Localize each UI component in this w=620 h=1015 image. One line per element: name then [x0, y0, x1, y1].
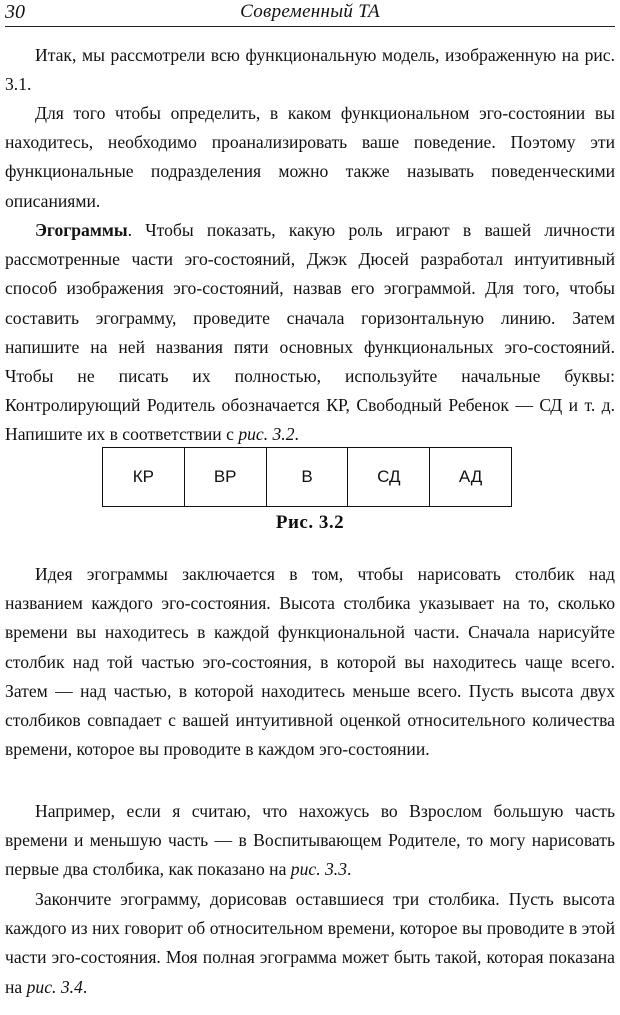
figure-reference: рис. 3.3	[290, 859, 347, 880]
paragraph-3: Эгограммы. Чтобы показать, какую роль играют в вашей личности рассмотренные части эго-состояний, Джэк Дюсей разработал интуитивный способ изображения эго-состояний, назвав его эгограммой. Для того, чтобы составить эгограмму, проведите сначала горизонтальную линию. Затем напишите на ней названия пяти основных функциональных эго-состояний. Чтобы не писать их полностью, используйте начальные буквы: Контролирующий Родитель обозначается КР, Свободный Ребенок — СД и т. д. Напишите их в соответствии с рис. 3.2.	[5, 220, 615, 445]
ego-state-cell: ВР	[185, 448, 267, 506]
paragraph-1: Итак, мы рассмотрели всю функциональную модель, изображенную на рис. 3.1.	[5, 45, 615, 95]
figure-reference: рис. 3.2	[238, 424, 295, 445]
paragraph-5: Например, если я считаю, что нахожусь во Взрослом большую часть времени и меньшую часть — в Воспитывающем Родителе, то могу нарисовать первые два столбика, как показано на рис. 3.3.	[5, 801, 615, 880]
paragraph-6: Закончите эгограмму, дорисовав оставшиеся три столбика. Пусть высота каждого из них говорит об относительном времени, которое вы проводите в этой части эго-состояния. Моя полная эгограмма может быть такой, которая показана на рис. 3.4.	[5, 889, 615, 997]
ego-state-cell: АД	[458, 467, 483, 486]
egogram-baseline-figure	[102, 447, 512, 507]
paragraph-2: Для того чтобы определить, в каком функциональном эго-состоянии вы находитесь, необходимо проанализировать ваше поведение. Поэтому эти функциональные подразделения можно также называть поведенческими описаниями.	[5, 103, 615, 211]
ego-state-cell: В	[267, 448, 349, 506]
running-title: Современный ТА	[240, 1, 380, 22]
figure-caption: Рис. 3.2	[275, 512, 345, 533]
page-number: 30	[5, 1, 25, 23]
paragraph-4: Идея эгограммы заключается в том, чтобы нарисовать столбик над названием каждого эго-состояния. Высота столбика указывает на то, сколько времени вы находитесь в каждой функциональной части. Сначала нарисуйте столбик над той частью эго-состояния, в которой вы находитесь чаще всего. Затем — над частью, в которой находитесь меньше всего. Пусть высота двух столбиков совпадает с вашей интуитивной оценкой относительного количества времени, которое вы проводите в каждом эго-состоянии.	[5, 564, 615, 760]
figure-reference: рис. 3.4	[26, 976, 83, 997]
ego-state-cell: СД	[348, 448, 430, 506]
ego-state-cell: КР	[103, 448, 185, 506]
section-term: Эгограммы	[35, 220, 128, 240]
page-header	[5, 0, 615, 27]
